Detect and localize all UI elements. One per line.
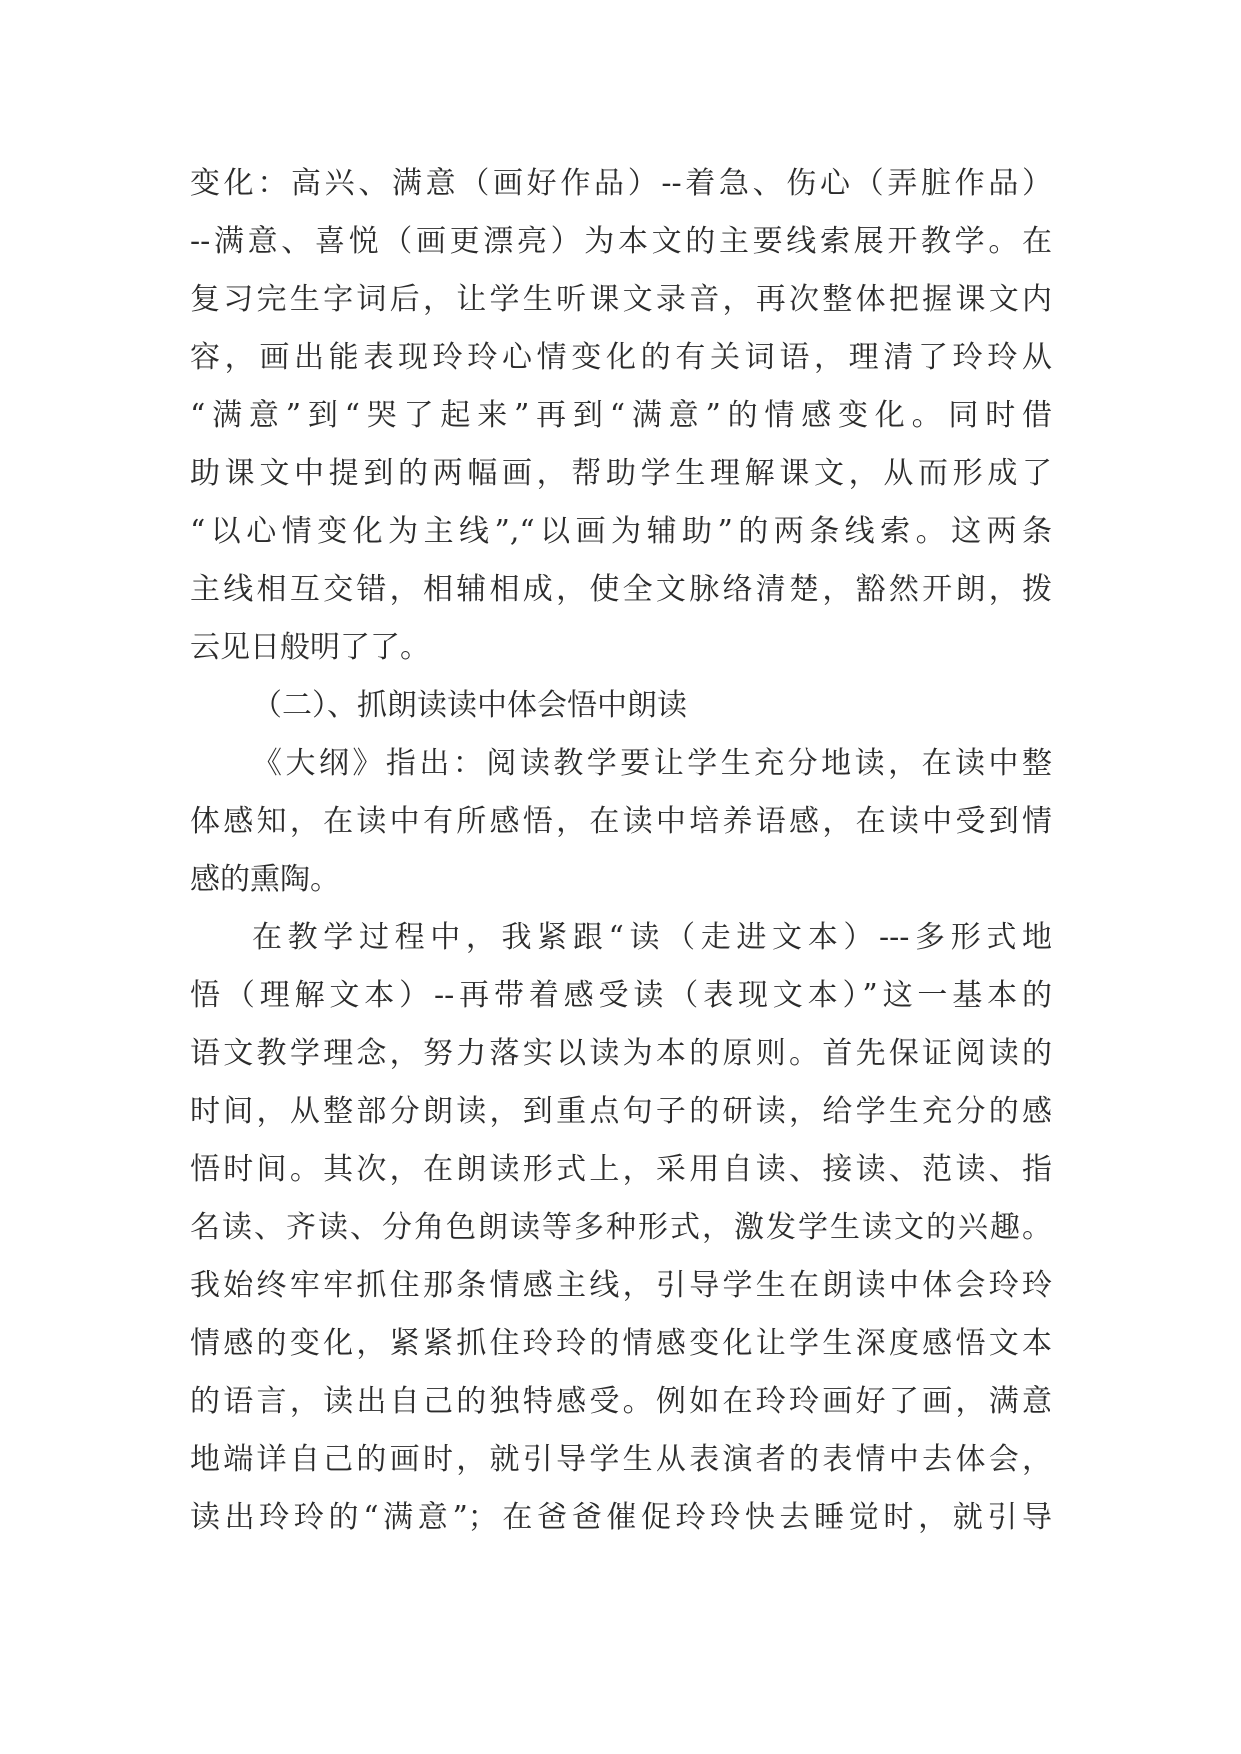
text-line: “以心情变化为主线”,“以画为辅助”的两条线索。这两条 bbox=[190, 514, 1052, 549]
section-heading: （二）、抓朗读读中体会悟中朗读 bbox=[252, 688, 687, 723]
text-line: 体感知，在读中有所感悟，在读中培养语感，在读中受到情 bbox=[190, 804, 1052, 839]
text-line: 悟时间。其次，在朗读形式上，采用自读、接读、范读、指 bbox=[190, 1152, 1052, 1187]
text-line: 复习完生字词后，让学生听课文录音，再次整体把握课文内 bbox=[190, 282, 1052, 317]
text-line: 时间，从整部分朗读，到重点句子的研读，给学生充分的感 bbox=[190, 1094, 1052, 1129]
text-line: 我始终牢牢抓住那条情感主线，引导学生在朗读中体会玲玲 bbox=[190, 1268, 1052, 1303]
text-line: 情感的变化，紧紧抓住玲玲的情感变化让学生深度感悟文本 bbox=[190, 1326, 1052, 1361]
text-line: 语文教学理念，努力落实以读为本的原则。首先保证阅读的 bbox=[190, 1036, 1052, 1071]
text-line: 主线相互交错，相辅相成，使全文脉络清楚，豁然开朗，拨 bbox=[190, 572, 1052, 607]
text-line: 读出玲玲的“满意”；在爸爸催促玲玲快去睡觉时，就引导 bbox=[190, 1500, 1052, 1535]
text-line: 地端详自己的画时，就引导学生从表演者的表情中去体会， bbox=[190, 1442, 1052, 1477]
text-line: 云见日般明了了。 bbox=[190, 630, 430, 665]
document-body bbox=[190, 155, 1052, 1547]
text-line: 在教学过程中，我紧跟“读（走进文本）---多形式地 bbox=[252, 920, 1052, 955]
text-line: 悟（理解文本）--再带着感受读（表现文本）”这一基本的 bbox=[190, 978, 1052, 1013]
text-line: 感的熏陶。 bbox=[190, 862, 340, 897]
text-line: 《大纲》指出：阅读教学要让学生充分地读，在读中整 bbox=[252, 746, 1052, 781]
text-line: --满意、喜悦（画更漂亮）为本文的主要线索展开教学。在 bbox=[190, 224, 1052, 259]
text-line: 助课文中提到的两幅画，帮助学生理解课文，从而形成了 bbox=[190, 456, 1052, 491]
text-line: 的语言，读出自己的独特感受。例如在玲玲画好了画，满意 bbox=[190, 1384, 1052, 1419]
text-line: 容，画出能表现玲玲心情变化的有关词语，理清了玲玲从 bbox=[190, 340, 1052, 375]
text-line: 变化：高兴、满意（画好作品）--着急、伤心（弄脏作品） bbox=[190, 166, 1052, 201]
text-line: 名读、齐读、分角色朗读等多种形式，激发学生读文的兴趣。 bbox=[190, 1210, 1052, 1245]
text-line: “满意”到“哭了起来”再到“满意”的情感变化。同时借 bbox=[190, 398, 1052, 433]
